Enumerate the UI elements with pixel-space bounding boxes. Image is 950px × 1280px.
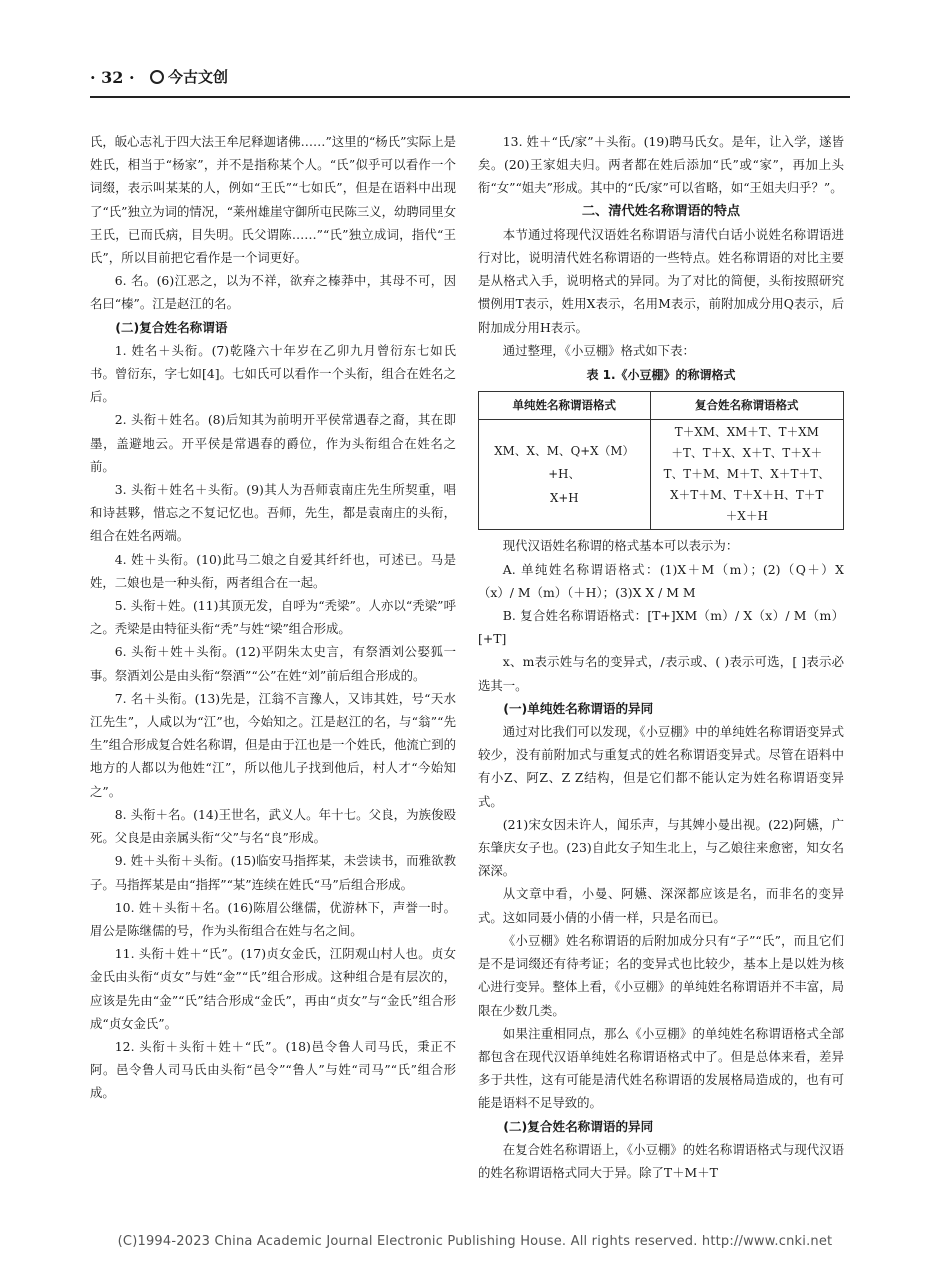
section-title: 二、清代姓名称谓语的特点 — [581, 203, 741, 219]
paragraph: 本节通过将现代汉语姓名称谓语与清代白话小说姓名称谓语进行对比，说明清代姓名称谓语的一些特点。姓名称谓语的对比主要是从格式入手，说明格式的异同。为了对比的简便，头衔按照研究惯例用T表示，姓用X表示，名用M表示，前附加成分用Q表示，后附加成分用H表示。 — [478, 226, 844, 335]
paragraph: 3. 头衔＋姓名＋头衔。(9)其人为吾师袁南庄先生所契重，唱和诗甚夥，惜忘之不复记忆也。吾师，先生，都是袁南庄的头衔，组合在姓名两端。 — [90, 482, 456, 544]
paragraph: B. 复合姓名称谓语格式：[T+]XM（m）/ X（x）/ M（m）[+T] — [478, 608, 844, 647]
format-table — [478, 391, 844, 530]
section-heading: (二)复合姓名称谓语的异同 — [503, 1118, 654, 1134]
table-cell — [479, 420, 651, 530]
paragraph: 7. 名＋头衔。(13)先是，江翁不言豫人，又讳其姓，号“天水江先生”，人咸以为“江”也，今始知之。江是赵江的名，与“翁”“先生”组合形成复合姓名称谓，但是由于江也是一个姓氏，他流亡到的地方的人都以为他姓“江”，所以他儿子找到他后，村人才“今始知之”。 — [90, 690, 456, 799]
journal-name: 今古文创 — [168, 68, 229, 86]
paragraph: 9. 姓＋头衔＋头衔。(15)临安马指挥某，未尝读书，而雅欲教子。马指挥某是由“指挥”“某”连续在姓氏“马”后组合形成。 — [90, 853, 456, 892]
paragraph: 现代汉语姓名称谓的格式基本可以表示为： — [502, 538, 739, 554]
paragraph: 4. 姓＋头衔。(10)此马二娘之自爱其纤纤也，可述已。马是姓，二娘也是一种头衔，两者组合在一起。 — [90, 551, 456, 590]
paragraph: (21)宋女因未许人，闻乐声，与其婢小曼出视。(22)阿嬿，广东肇庆女子也。(23)自此女子知生北上，与乙娘往来愈密，知女名深深。 — [478, 816, 844, 879]
table-header-cell: 单纯姓名称谓语格式 — [479, 392, 651, 420]
table-caption: 表 1.《小豆棚》的称谓格式 — [586, 368, 736, 383]
paragraph: 13. 姓＋“氏/家”＋头衔。(19)聘马氏女。是年，让入学，遂皆矣。(20)王家姐夫归。两者都在姓后添加“氏”或“家”，再加上头衔“女”“姐夫”形成。其中的“氏/家”可以省略，如“王姐夫归乎？”。 — [478, 134, 844, 196]
cell-line: X＋T＋M、T＋X＋H、T＋T — [670, 488, 824, 503]
paragraph: 通过整理，《小豆棚》格式如下表： — [502, 342, 695, 358]
table-row — [479, 420, 844, 530]
paragraph: x、m表示姓与名的变异式，/表示或、( )表示可选，[ ]表示必选其一。 — [478, 654, 844, 693]
right-column — [478, 130, 844, 1184]
journal-logo-icon — [150, 70, 164, 84]
paragraph: 12. 头衔＋头衔＋姓＋“氏”。(18)邑令鲁人司马氏，秉正不阿。邑令鲁人司马氏由头衔“邑令”“鲁人”与姓“司马”“氏”组合形成。 — [90, 1038, 456, 1101]
section-heading: (二)复合姓名称谓语 — [115, 319, 228, 335]
paragraph: A. 单纯姓名称谓语格式：(1)X＋M（m）；(2)（Q＋）X（x）/ M（m）（＋H）；(3)X X / M M — [478, 561, 844, 600]
table-cell — [650, 420, 843, 530]
journal-logo — [150, 66, 228, 87]
paragraph: 1. 姓名＋头衔。(7)乾隆六十年岁在乙卯九月曾衍东七如氏书。曾衍东，字七如[4]。七如氏可以看作一个头衔，组合在姓名之后。 — [90, 342, 456, 405]
cell-line: ＋X＋H — [725, 509, 768, 524]
paragraph: 氏，皈心志礼于四大法王牟尼释迦诸佛……”这里的“杨氏”实际上是姓氏，相当于“杨家”，并不是指称某个人。“氏”似乎可以看作一个词缀，表示叫某某的人，例如“王氏”“七如氏”，但是在语料中出现了“氏”独立为词的情况，“莱州雄崖守御所屯民陈三义，幼聘同里女王氏，已而氏病，目失明。氏父谓陈……”“氏”独立成词，指代“王氏”，所以目前把它看作是一个词更好。 — [90, 134, 456, 266]
paragraph: 通过对比我们可以发现，《小豆棚》中的单纯姓名称谓语变异式较少，没有前附加式与重复式的姓名称谓语变异式。尽管在语料中有小Z、阿Z、Z Z结构，但是它们都不能认定为姓名称谓语变异式。 — [478, 724, 844, 809]
paragraph: 2. 头衔＋姓名。(8)后知其为前明开平侯常遇春之裔，其在即墨，盖避地云。开平侯是常遇春的爵位，作为头衔组合在姓名之前。 — [90, 412, 456, 474]
paragraph: 如果注重相同点，那么《小豆棚》的单纯姓名称谓语格式全部都包含在现代汉语单纯姓名称谓语格式中了。但是总体来看，差异多于共性，这有可能是清代姓名称谓语的发展格局造成的，也有可能是语料不足导致的。 — [478, 1025, 844, 1111]
paragraph: 《小豆棚》姓名称谓语的后附加成分只有“子”“氏”，而且它们是不是词缀还有待考证；名的变异式也比较少，基本上是以姓为核心进行变异。整体上看，《小豆棚》的单纯姓名称谓语并不丰富，局限在少数几类。 — [478, 932, 844, 1018]
paragraph: 5. 头衔＋姓。(11)其顶无发，自呼为“秃梁”。人亦以“秃梁”呼之。秃梁是由特征头衔“秃”与姓“梁”组合形成。 — [90, 598, 456, 637]
cell-line: X+H — [549, 490, 579, 505]
page-number: · 32 · — [90, 68, 135, 87]
page-header — [90, 66, 850, 96]
paragraph: 在复合姓名称谓语上，《小豆棚》的姓名称谓语格式与现代汉语的姓名称谓语格式同大于异。除了T＋M＋T — [478, 1141, 844, 1180]
header-rule — [90, 96, 850, 98]
copyright-footer: (C)1994-2023 China Academic Journal Electronic Publishing House. All rights reserved. http://www.cnki.net — [117, 1234, 833, 1249]
paragraph: 8. 头衔＋名。(14)王世名，武义人。年十七。父良，为族俊殴死。父良是由亲属头衔“父”与名“良”形成。 — [90, 806, 456, 846]
paragraph: 10. 姓＋头衔＋名。(16)陈眉公继儒，优游林下，声誉一时。眉公是陈继儒的号，作为头衔组合在姓与名之间。 — [90, 899, 456, 938]
section-heading: (一)单纯姓名称谓语的异同 — [503, 700, 654, 716]
cell-line: T＋XM、XM＋T、T＋XM — [674, 425, 819, 440]
cell-line: XM、X、M、Q+X（M）+H、 — [494, 444, 635, 482]
paragraph: 从文章中看，小曼、阿嬿、深深都应该是名，而非名的变异式。这如同聂小倩的小倩一样，只是名而已。 — [478, 886, 844, 925]
paragraph: 6. 名。(6)江恶之，以为不祥，欲弃之榛莽中，其母不可，因名曰“榛”。江是赵江的名。 — [90, 273, 456, 312]
table-header-row — [479, 392, 844, 420]
cell-line: T、T＋M、M＋T、X＋T＋T、 — [663, 467, 830, 482]
paragraph: 6. 头衔＋姓＋头衔。(12)平阴朱太史言，有祭酒刘公娶狐一事。祭酒刘公是由头衔“祭酒”“公”在姓“刘”前后组合形成的。 — [90, 644, 456, 683]
left-column — [90, 130, 456, 1105]
cell-line: ＋T、T＋X、X＋T、T＋X＋ — [671, 446, 823, 461]
table-header-cell: 复合姓名称谓语格式 — [650, 392, 843, 420]
paragraph: 11. 头衔＋姓＋“氏”。(17)贞女金氏，江阴观山村人也。贞女金氏由头衔“贞女”与姓“金”“氏”组合形成。这种组合是有层次的，应该是先由“金”“氏”结合形成“金氏”，再由“贞女”与“金氏”组合形成“贞女金氏”。 — [90, 946, 456, 1031]
